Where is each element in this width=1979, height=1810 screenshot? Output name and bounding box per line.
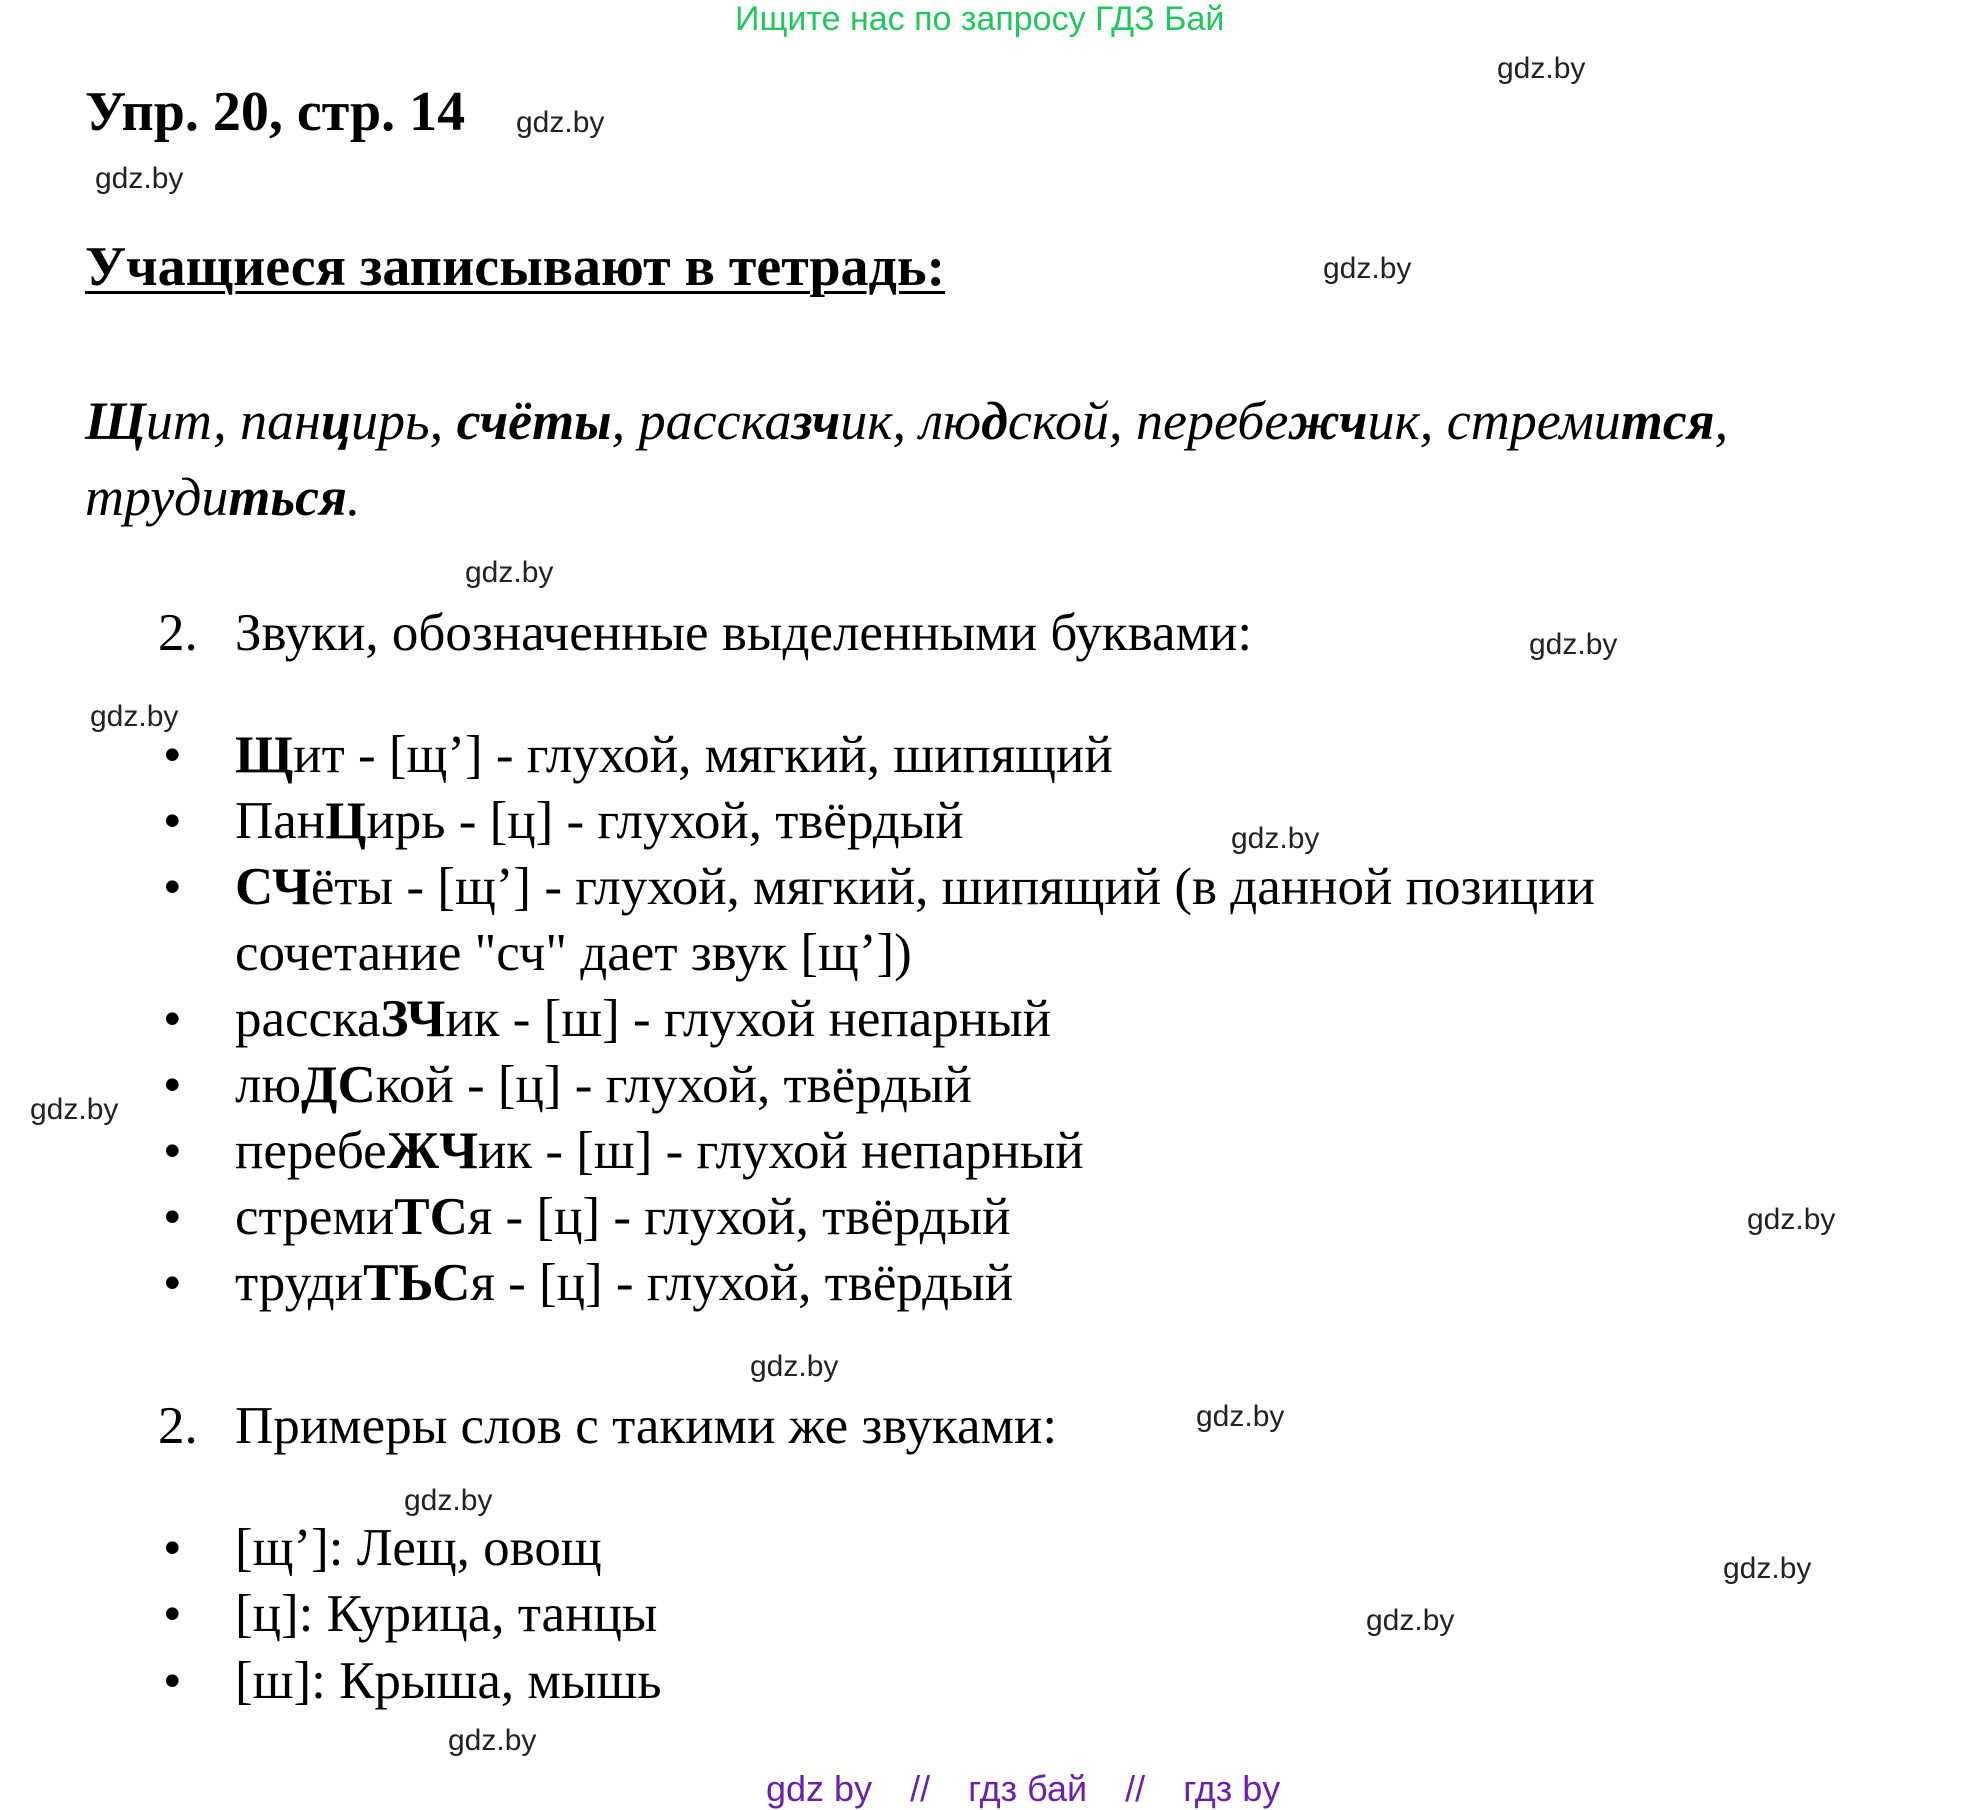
bullet-icon: • xyxy=(163,990,182,1048)
list-item xyxy=(163,1584,658,1644)
watermark: gdz.by xyxy=(1366,1604,1455,1637)
watermark: gdz.by xyxy=(1196,1400,1285,1433)
bullet-icon: • xyxy=(163,1122,182,1180)
bottom-banner-item: гдз by xyxy=(1183,1768,1281,1809)
words-line-2 xyxy=(85,466,360,528)
highlighted-letters: ТЬС xyxy=(363,1254,471,1312)
highlighted-letters: ДС xyxy=(301,1056,376,1114)
text-run: ик - [ш] - глухой непарный xyxy=(445,990,1052,1048)
bullet-icon: • xyxy=(163,1254,182,1312)
bottom-banner-item: gdz by xyxy=(766,1768,873,1809)
highlighted-letters: ЖЧ xyxy=(386,1122,479,1180)
example-text: [ц]: Курица, танцы xyxy=(235,1585,658,1643)
highlighted-letters: Щ xyxy=(85,391,146,451)
bullet-icon: • xyxy=(163,1585,182,1643)
highlighted-letters: зч xyxy=(791,391,841,451)
subtitle: Учащиеся записывают в тетрадь: xyxy=(85,236,946,298)
watermark: gdz.by xyxy=(448,1724,537,1757)
text-run: ик, стреми xyxy=(1367,391,1621,451)
text-run: ик - [ш] - глухой непарный xyxy=(478,1122,1084,1180)
bullet-icon: • xyxy=(163,1519,182,1577)
text-run: . xyxy=(346,467,361,527)
text-run: ирь, xyxy=(351,391,457,451)
watermark: gdz.by xyxy=(1231,822,1320,855)
text-run: Пан xyxy=(235,792,326,850)
highlighted-letters: счёты xyxy=(456,391,612,451)
bottom-banner-item: гдз бай xyxy=(968,1768,1088,1809)
page-title: Упр. 20, стр. 14 xyxy=(85,81,466,143)
list-item xyxy=(163,1253,1014,1313)
example-text: [ш]: Крыша, мышь xyxy=(235,1652,662,1710)
watermark: gdz.by xyxy=(1323,252,1412,285)
text-run: труди xyxy=(85,467,229,527)
watermark: gdz.by xyxy=(404,1484,493,1517)
section1-number: 2. xyxy=(158,604,198,662)
section2-heading: Примеры слов с такими же звуками: xyxy=(235,1397,1058,1455)
text-run: ирь - [ц] - глухой, твёрдый xyxy=(366,792,964,850)
text-run: труди xyxy=(235,1254,364,1312)
list-item xyxy=(163,791,964,851)
text-run: я - [ц] - глухой, твёрдый xyxy=(470,1254,1014,1312)
highlighted-letters: ться xyxy=(228,467,347,527)
bullet-icon: • xyxy=(163,1652,182,1710)
watermark: gdz.by xyxy=(95,162,184,195)
watermark: gdz.by xyxy=(1497,52,1586,85)
bullet-icon: • xyxy=(163,1056,182,1114)
text-run: , расска xyxy=(611,391,792,451)
text-run: расска xyxy=(235,990,381,1048)
example-text: [щ’]: Лещ, овощ xyxy=(235,1519,602,1577)
text-run: кой - [ц] - глухой, твёрдый xyxy=(375,1056,972,1114)
highlighted-letters: ТС xyxy=(394,1188,468,1246)
bullet-icon: • xyxy=(163,792,182,850)
text-run: ит, пан xyxy=(145,391,321,451)
highlighted-letters: Ц xyxy=(325,792,367,850)
highlighted-letters: СЧ xyxy=(235,858,311,916)
bottom-banner-sep: // xyxy=(1125,1768,1146,1809)
list-item xyxy=(163,857,1595,917)
highlighted-letters: ц xyxy=(320,391,351,451)
bullet-icon: • xyxy=(163,726,182,784)
watermark: gdz.by xyxy=(465,556,554,589)
watermark: gdz.by xyxy=(516,106,605,139)
highlighted-letters: тся xyxy=(1620,391,1715,451)
text-run: перебе xyxy=(235,1122,387,1180)
words-line-1 xyxy=(85,390,1728,452)
list-item xyxy=(163,1121,1084,1181)
text-run: стреми xyxy=(235,1188,395,1246)
bottom-banner-sep: // xyxy=(910,1768,931,1809)
bullet-icon: • xyxy=(163,858,182,916)
highlighted-letters: Щ xyxy=(235,726,294,784)
list-item xyxy=(163,1055,972,1115)
list-item xyxy=(163,1187,1011,1247)
watermark: gdz.by xyxy=(30,1093,119,1126)
highlighted-letters: ЗЧ xyxy=(380,990,446,1048)
watermark: gdz.by xyxy=(750,1350,839,1383)
watermark: gdz.by xyxy=(1723,1552,1812,1585)
text-run: ёты - [щ’] - глухой, мягкий, шипящий (в данной позиции xyxy=(310,858,1595,916)
text-run: лю xyxy=(235,1056,302,1114)
text-run: я - [ц] - глухой, твёрдый xyxy=(467,1188,1011,1246)
highlighted-letters: д xyxy=(981,391,1008,451)
highlighted-letters: жч xyxy=(1288,391,1368,451)
watermark: gdz.by xyxy=(90,700,179,733)
watermark: gdz.by xyxy=(1747,1203,1836,1236)
list-item xyxy=(163,725,1113,785)
section1-heading: Звуки, обозначенные выделенными буквами: xyxy=(235,604,1253,662)
list-item-continuation: сочетание "сч" дает звук [щ’]) xyxy=(235,924,912,982)
list-item xyxy=(163,1651,662,1711)
text-run: ит - [щ’] - глухой, мягкий, шипящий xyxy=(293,726,1113,784)
list-item xyxy=(163,1518,602,1578)
top-banner: Ищите нас по запросу ГДЗ Бай xyxy=(735,0,1225,38)
text-run: ик, лю xyxy=(840,391,982,451)
list-item xyxy=(163,989,1052,1049)
text-run: , xyxy=(1714,391,1729,451)
watermark: gdz.by xyxy=(1529,628,1618,661)
text-run: ской, перебе xyxy=(1007,391,1289,451)
bullet-icon: • xyxy=(163,1188,182,1246)
section2-number: 2. xyxy=(158,1397,198,1455)
